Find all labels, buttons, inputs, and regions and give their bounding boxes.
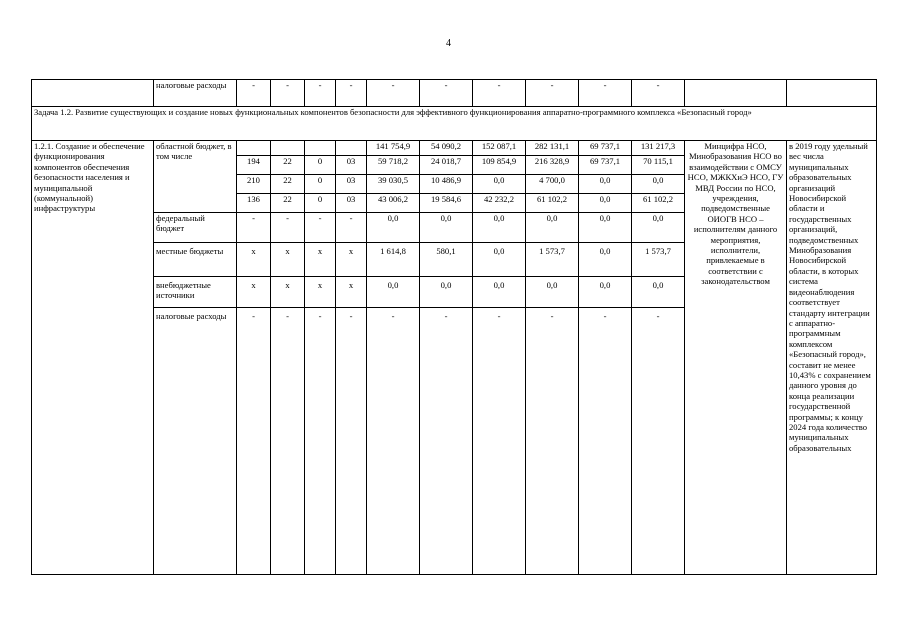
value-cell: 19 584,6 <box>420 194 473 213</box>
value-cell: 0,0 <box>473 277 526 308</box>
value-cell: 1 573,7 <box>632 243 685 277</box>
code-cell: - <box>237 80 271 107</box>
value-cell: 24 018,7 <box>420 156 473 175</box>
code-cell: 22 <box>271 194 305 213</box>
code-cell: - <box>305 308 336 575</box>
value-cell: 70 115,1 <box>632 156 685 175</box>
value-cell: 0,0 <box>420 277 473 308</box>
value-cell: - <box>632 308 685 575</box>
code-cell: - <box>305 213 336 243</box>
value-cell: 0,0 <box>420 213 473 243</box>
code-cell: 0 <box>305 194 336 213</box>
value-cell: 0,0 <box>579 277 632 308</box>
value-cell: - <box>473 308 526 575</box>
code-cell: 0 <box>305 175 336 194</box>
code-cell: x <box>305 243 336 277</box>
value-cell: 0,0 <box>473 213 526 243</box>
value-cell: 0,0 <box>579 213 632 243</box>
value-cell: 0,0 <box>526 277 579 308</box>
value-cell: 61 102,2 <box>526 194 579 213</box>
value-cell: 0,0 <box>579 194 632 213</box>
value-cell: 0,0 <box>632 175 685 194</box>
code-cell: 22 <box>271 175 305 194</box>
value-cell: - <box>632 80 685 107</box>
code-cell: x <box>336 277 367 308</box>
value-cell: 1 573,7 <box>526 243 579 277</box>
value-cell: - <box>579 308 632 575</box>
value-cell: 0,0 <box>473 175 526 194</box>
measure-name: 1.2.1. Создание и обеспечение функционирования компонентов обеспечения безопасности населения и муниципальной (коммунальной) инфраструктуры <box>32 141 154 575</box>
value-cell: 141 754,9 <box>367 141 420 156</box>
source-label-tax-expenses: налоговые расходы <box>154 308 237 575</box>
value-cell: 54 090,2 <box>420 141 473 156</box>
code-cell: 210 <box>237 175 271 194</box>
code-cell: 194 <box>237 156 271 175</box>
value-cell: 580,1 <box>420 243 473 277</box>
empty-cell <box>237 141 271 156</box>
code-cell: 0 <box>305 156 336 175</box>
result-cell: в 2019 году удельный вес числа муниципальных образовательных организаций Новосибирской области и государственных организаций, подведомственных Минобразования Новосибирской области, в которых система видеонаблюдения соответствует стандарту интеграции с аппаратно-программным комплексом «Безопасный город», составит не менее 10,43% с сохранением данного уровня до конца реализации государственной программы; к концу 2024 года количество муниципальных образовательных <box>787 141 877 575</box>
value-cell: 216 328,9 <box>526 156 579 175</box>
source-label-regional: областной бюджет, в том числе <box>154 141 237 213</box>
value-cell: 0,0 <box>579 175 632 194</box>
value-cell: 0,0 <box>526 213 579 243</box>
value-cell: 282 131,1 <box>526 141 579 156</box>
table-row <box>32 107 877 141</box>
value-cell: 43 006,2 <box>367 194 420 213</box>
value-cell: 61 102,2 <box>632 194 685 213</box>
value-cell: 0,0 <box>367 213 420 243</box>
value-cell: 1 614,8 <box>367 243 420 277</box>
empty-cell <box>336 141 367 156</box>
code-cell: - <box>336 308 367 575</box>
value-cell: 4 700,0 <box>526 175 579 194</box>
code-cell: - <box>237 213 271 243</box>
value-cell: 69 737,1 <box>579 156 632 175</box>
table-row <box>32 141 877 156</box>
empty-cell <box>32 80 154 107</box>
value-cell: 152 087,1 <box>473 141 526 156</box>
code-cell: - <box>271 80 305 107</box>
code-cell: 03 <box>336 194 367 213</box>
program-table <box>31 79 877 575</box>
value-cell: 42 232,2 <box>473 194 526 213</box>
executors-cell: Минцифра НСО, Минобразования НСО во взаимодействии с ОМСУ НСО, МЖКХиЭ НСО, ГУ МВД России по НСО, учреждения, подведомственные ОИОГВ НСО – исполнителям данного мероприятия, исполнители, привлекаемые в соответствии с законодательством <box>685 141 787 575</box>
code-cell: - <box>305 80 336 107</box>
value-cell: - <box>579 80 632 107</box>
value-cell: 0,0 <box>473 243 526 277</box>
value-cell: - <box>367 80 420 107</box>
code-cell: x <box>305 277 336 308</box>
value-cell: 0,0 <box>579 243 632 277</box>
value-cell: 69 737,1 <box>579 141 632 156</box>
code-cell: x <box>271 277 305 308</box>
empty-cell <box>271 141 305 156</box>
value-cell: - <box>526 308 579 575</box>
value-cell: - <box>420 308 473 575</box>
code-cell: - <box>271 213 305 243</box>
code-cell: - <box>237 308 271 575</box>
empty-cell <box>787 80 877 107</box>
code-cell: x <box>237 277 271 308</box>
code-cell: x <box>237 243 271 277</box>
value-cell: - <box>420 80 473 107</box>
value-cell: 0,0 <box>367 277 420 308</box>
code-cell: 03 <box>336 156 367 175</box>
value-cell: 109 854,9 <box>473 156 526 175</box>
value-cell: - <box>526 80 579 107</box>
empty-cell <box>305 141 336 156</box>
value-cell: 0,0 <box>632 277 685 308</box>
page-number: 4 <box>446 38 451 49</box>
code-cell: x <box>271 243 305 277</box>
value-cell: 0,0 <box>632 213 685 243</box>
code-cell: 22 <box>271 156 305 175</box>
source-label-offbudget: внебюджетные источники <box>154 277 237 308</box>
value-cell: 59 718,2 <box>367 156 420 175</box>
value-cell: 39 030,5 <box>367 175 420 194</box>
source-label-local: местные бюджеты <box>154 243 237 277</box>
table-row <box>32 80 877 107</box>
source-label-federal: федеральный бюджет <box>154 213 237 243</box>
code-cell: - <box>271 308 305 575</box>
code-cell: 136 <box>237 194 271 213</box>
value-cell: 131 217,3 <box>632 141 685 156</box>
code-cell: x <box>336 243 367 277</box>
code-cell: 03 <box>336 175 367 194</box>
source-label-tax: налоговые расходы <box>154 80 237 107</box>
code-cell: - <box>336 213 367 243</box>
code-cell: - <box>336 80 367 107</box>
value-cell: 10 486,9 <box>420 175 473 194</box>
value-cell: - <box>367 308 420 575</box>
empty-cell <box>685 80 787 107</box>
task-heading: Задача 1.2. Развитие существующих и создание новых функциональных компонентов безопасности для эффективного функционирования аппаратно-программного комплекса «Безопасный город» <box>32 107 877 141</box>
value-cell: - <box>473 80 526 107</box>
